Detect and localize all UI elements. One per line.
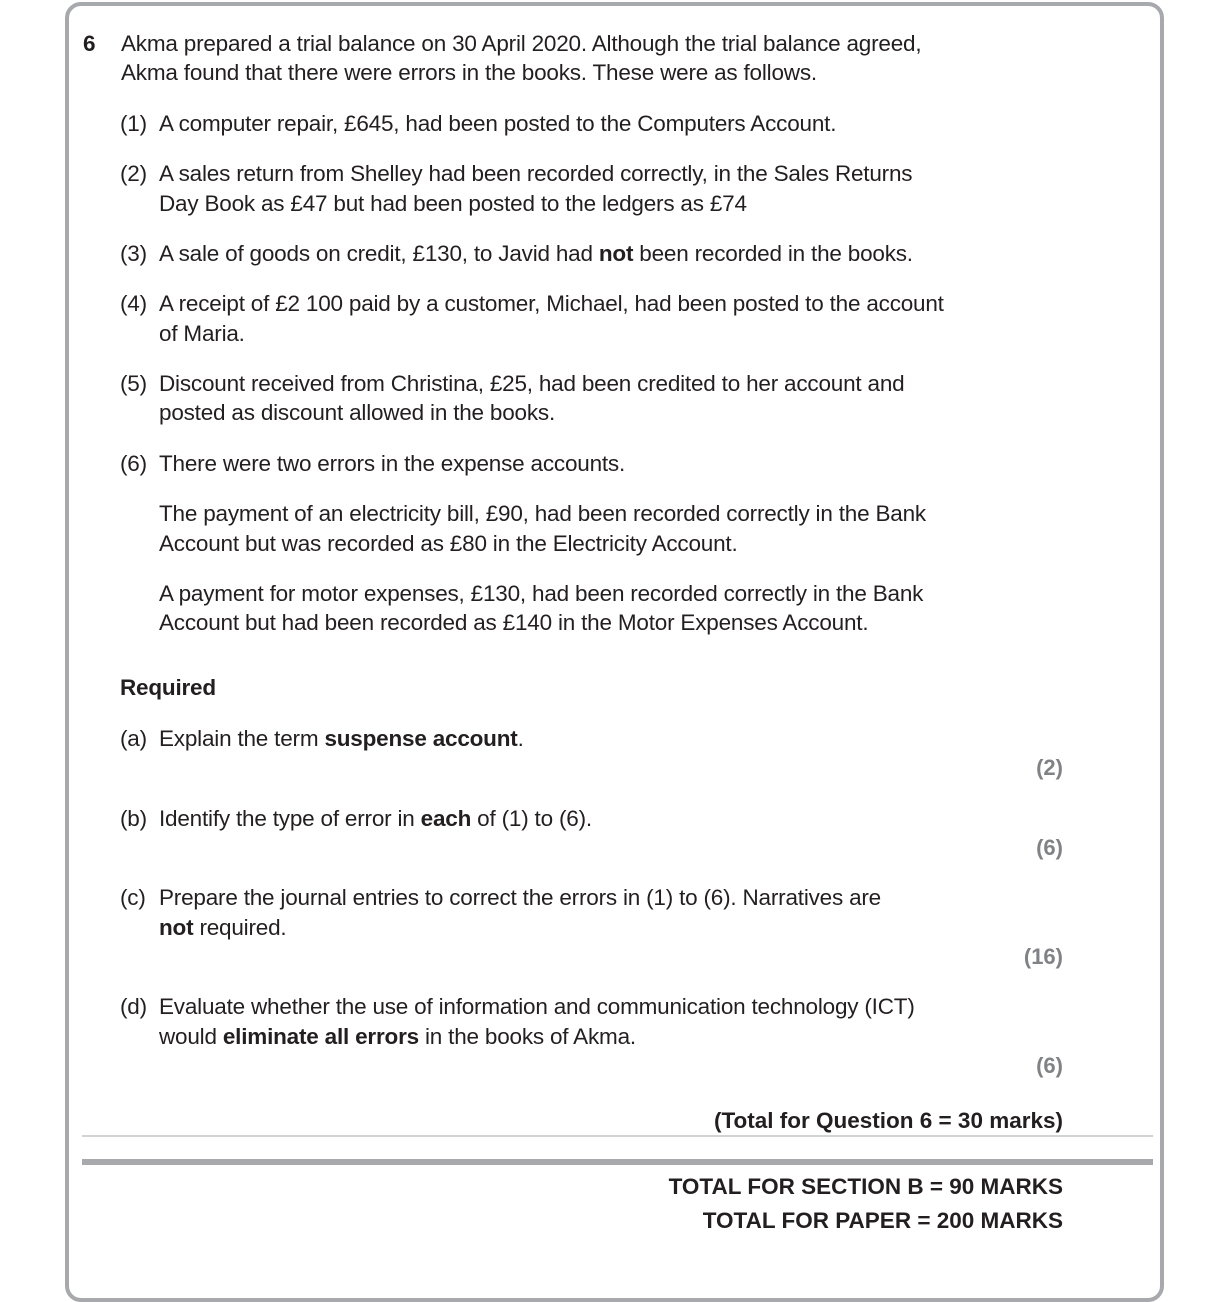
part-text [159,804,592,834]
item-text: A sales return from Shelley had been recorded correctly, in the Sales Returns [159,161,913,186]
question-number: 6 [83,31,96,56]
part-label: (d) [120,994,147,1019]
text: A sale of goods on credit, £130, to Javid had [159,241,599,266]
paragraph-line: The payment of an electricity bill, £90, had been recorded correctly in the Bank [159,501,926,526]
emphasis: eliminate all errors [222,1024,419,1049]
part-label: (b) [120,806,147,831]
paragraph-line: A payment for motor expenses, £130, had been recorded correctly in the Bank [159,581,924,606]
text: required. [193,915,287,940]
marks: (6) [1036,835,1063,860]
text: would [159,1024,223,1049]
part-label: (c) [120,885,146,910]
emphasis: each [420,806,472,831]
paragraph-line: Account but was recorded as £80 in the Electricity Account. [159,531,738,556]
item-text: A computer repair, £645, had been posted to the Computers Account. [159,111,837,136]
item-text: A receipt of £2 100 paid by a customer, Michael, had been posted to the account [159,291,944,316]
section-total: TOTAL FOR SECTION B = 90 MARKS [668,1174,1063,1199]
marks: (16) [1023,944,1063,969]
text: been recorded in the books. [633,241,913,266]
text: in the books of Akma. [418,1024,636,1049]
item-text: Day Book as £47 but had been posted to the ledgers as £74 [159,191,747,216]
text: . [517,726,524,751]
item-text: There were two errors in the expense accounts. [159,451,626,476]
intro-line: Akma prepared a trial balance on 30 April 2020. Although the trial balance agreed, [121,31,922,56]
item-text: of Maria. [159,321,245,346]
marks: (2) [1036,755,1063,780]
text: Identify the type of error in [159,806,421,831]
emphasis: not [598,241,634,266]
item-text: Discount received from Christina, £25, had been credited to her account and [159,371,905,396]
question-total: (Total for Question 6 = 30 marks) [713,1108,1063,1133]
item-label: (4) [120,291,147,316]
part-text: Prepare the journal entries to correct the errors in (1) to (6). Narratives are [159,885,881,910]
text: Explain the term [159,726,325,751]
part-text: Evaluate whether the use of information and communication technology (ICT) [159,994,915,1019]
divider [82,1135,1153,1137]
item-label: (1) [120,111,147,136]
intro-line: Akma found that there were errors in the books. These were as follows. [121,60,817,85]
marks: (6) [1036,1053,1063,1078]
required-heading: Required [120,675,216,700]
item-text: posted as discount allowed in the books. [159,400,556,425]
part-text [159,724,524,754]
item-text [159,239,913,269]
paragraph-line: Account but had been recorded as £140 in the Motor Expenses Account. [159,610,869,635]
item-label: (5) [120,371,147,396]
paper-total: TOTAL FOR PAPER = 200 MARKS [702,1208,1063,1233]
emphasis: suspense account [324,726,518,751]
item-label: (3) [120,241,147,266]
section-divider [82,1159,1153,1165]
item-label: (6) [120,451,147,476]
part-label: (a) [120,726,147,751]
part-text [159,1022,636,1052]
part-text [159,913,286,943]
text: of (1) to (6). [471,806,592,831]
emphasis: not [159,915,194,940]
item-label: (2) [120,161,147,186]
